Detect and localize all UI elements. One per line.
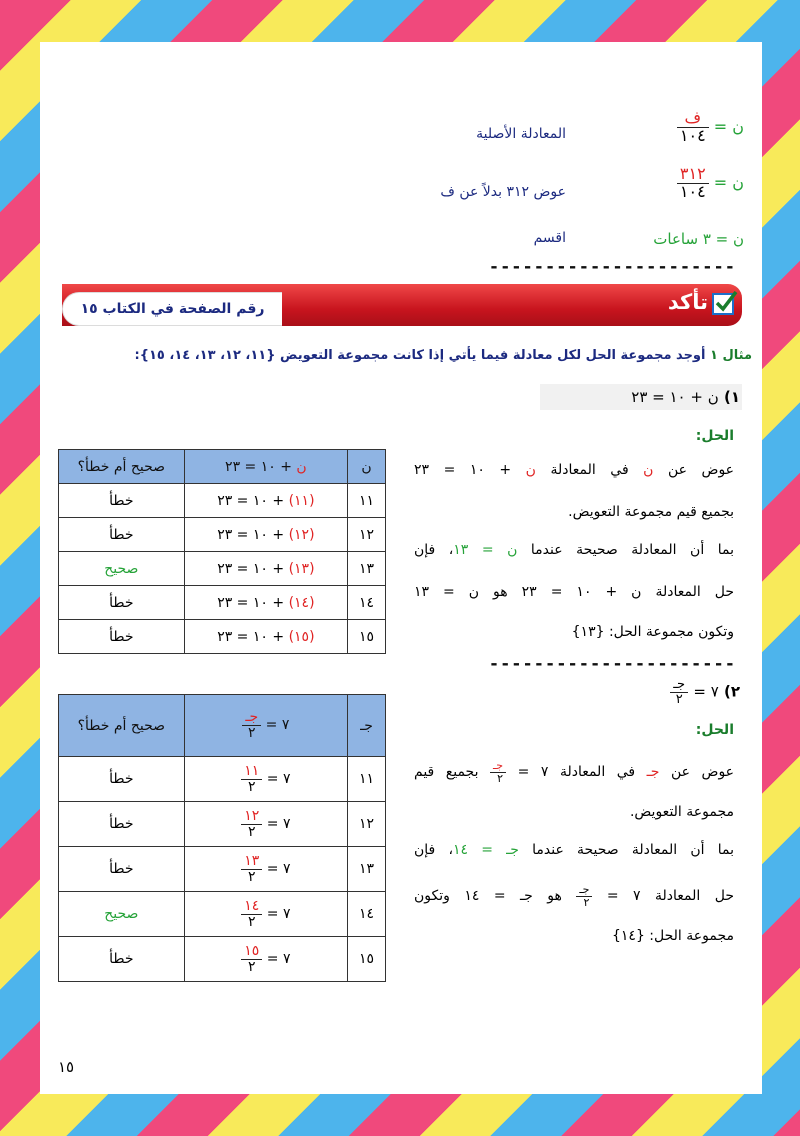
fraction-denominator: ٢ xyxy=(583,895,590,909)
fraction-numerator: ١٤ xyxy=(241,899,262,915)
value-cell: ١٣ xyxy=(348,552,386,586)
value-cell: ١٥ xyxy=(348,937,386,982)
table-row xyxy=(59,937,386,982)
fraction xyxy=(241,854,262,884)
result-cell: خطأ xyxy=(59,484,185,518)
column-header: صحيح أم خطأ؟ xyxy=(59,695,185,757)
fraction-numerator: ١٢ xyxy=(241,809,262,825)
solution-line xyxy=(414,542,734,558)
fraction-numerator: ٣١٢ xyxy=(677,166,709,184)
substituted-value: (١٤) xyxy=(288,594,315,611)
problem-number: ٢) xyxy=(723,682,740,701)
value-cell: ١٣ xyxy=(348,847,386,892)
fraction xyxy=(677,110,709,145)
variable: جـ xyxy=(646,764,660,781)
solution-label: الحل: xyxy=(695,722,734,738)
equation-lhs: ٧ = xyxy=(266,951,291,967)
equation-2 xyxy=(677,166,744,201)
value-cell: ١٢ xyxy=(348,802,386,847)
checkbox-icon xyxy=(712,293,734,315)
fraction-numerator: جـ xyxy=(490,760,506,773)
fraction-denominator: ٢ xyxy=(248,778,256,795)
fraction xyxy=(677,166,709,201)
fraction-numerator: ١١ xyxy=(241,764,262,780)
equation-lhs: ٧ = xyxy=(693,682,719,701)
result-cell: خطأ xyxy=(59,620,185,654)
table-row xyxy=(59,484,386,518)
equation-rest: + ١٠ = ٢٣ xyxy=(217,560,285,577)
fraction-denominator: ٢ xyxy=(248,958,256,975)
value-cell: ١٢ xyxy=(348,518,386,552)
solution-line xyxy=(414,760,734,784)
column-header: جـ xyxy=(348,695,386,757)
solution-line: مجموعة الحل: {١٤} xyxy=(611,928,734,944)
value-cell: ١٥ xyxy=(348,620,386,654)
table-header-row xyxy=(59,450,386,484)
equation-cell xyxy=(184,937,347,982)
text: بجميع قيم xyxy=(414,764,479,781)
equation-lhs: ٧ = xyxy=(266,861,291,877)
equation-cell xyxy=(184,586,347,620)
text: بما أن المعادلة صحيحة عندما xyxy=(530,542,734,558)
fraction-denominator: ١٠٤ xyxy=(679,181,706,201)
value-cell: ١١ xyxy=(348,757,386,802)
equation-lhs: ٧ = xyxy=(265,717,290,734)
table-row xyxy=(59,518,386,552)
substituted-value: (١٢) xyxy=(288,526,315,543)
equation-cell xyxy=(184,757,347,802)
variable: ن xyxy=(643,462,654,478)
text: ، فإن xyxy=(414,542,454,558)
highlight: ن = ١٣ xyxy=(453,542,518,558)
text: ، فإن xyxy=(414,842,453,858)
column-header xyxy=(184,695,347,757)
fraction-denominator: ٢ xyxy=(497,771,504,785)
page-reference: رقم الصفحة في الكتاب ١٥ xyxy=(62,292,282,326)
fraction xyxy=(670,678,688,706)
table-row xyxy=(59,757,386,802)
result-cell: خطأ xyxy=(59,802,185,847)
page-number: ١٥ xyxy=(58,1058,75,1076)
problem-2 xyxy=(670,678,740,706)
result-cell: خطأ xyxy=(59,937,185,982)
fraction xyxy=(241,764,262,794)
equation-rest: + ١٠ = ٢٣ xyxy=(217,594,285,611)
text: في المعادلة xyxy=(550,462,629,478)
fraction-denominator: ٢ xyxy=(675,691,683,707)
fraction-numerator: جـ xyxy=(242,710,261,726)
equation-lhs: ن = xyxy=(713,116,744,136)
equation-lhs: ٧ = xyxy=(266,771,291,787)
equation-rest: + ١٠ = ٢٣ xyxy=(217,628,285,645)
table-row xyxy=(59,552,386,586)
table-2 xyxy=(58,694,386,982)
substituted-value: (١٣) xyxy=(288,560,315,577)
equation-lhs: ن = xyxy=(713,172,744,192)
fraction-numerator: جـ xyxy=(670,678,688,693)
result-cell: خطأ xyxy=(59,586,185,620)
equation-lhs: ٧ = xyxy=(266,906,291,922)
fraction-numerator: ١٥ xyxy=(241,944,262,960)
table-row xyxy=(59,802,386,847)
fraction xyxy=(241,944,262,974)
text: في المعادلة ٧ = xyxy=(517,764,636,781)
fraction xyxy=(576,884,592,908)
variable: ن xyxy=(525,462,536,478)
result-cell: صحيح xyxy=(59,552,185,586)
page xyxy=(40,42,762,1094)
equation-note: اقسم xyxy=(533,230,566,246)
column-header: ن + ١٠ = ٢٣ xyxy=(184,450,347,484)
equation-3: ن = ٣ ساعات xyxy=(653,230,744,248)
example-label: مثال ١ xyxy=(710,348,752,363)
fraction-denominator: ٢ xyxy=(248,725,256,741)
example-text: أوجد مجموعة الحل لكل معادلة فيما يأتي إذا كانت مجموعة التعويض {١١، ١٢، ١٣، ١٤، ١٥}: xyxy=(134,348,706,363)
equation-cell xyxy=(184,552,347,586)
solution-line: حل المعادلة ن + ١٠ = ٢٣ هو ن = ١٣ xyxy=(414,584,734,600)
equation-cell xyxy=(184,620,347,654)
text: حل المعادلة ٧ = xyxy=(606,888,735,905)
solution-line xyxy=(414,884,734,908)
column-header: صحيح أم خطأ؟ xyxy=(59,450,185,484)
substituted-value: (١٥) xyxy=(288,628,315,645)
equation-rest: + ١٠ = ٢٣ xyxy=(217,492,285,509)
equation-1 xyxy=(677,110,744,145)
fraction-denominator: ٢ xyxy=(248,868,256,885)
section-banner xyxy=(62,284,742,328)
value-cell: ١١ xyxy=(348,484,386,518)
highlight: جـ = ١٤ xyxy=(452,842,519,858)
substituted-value: (١١) xyxy=(288,492,315,509)
result-cell: خطأ xyxy=(59,847,185,892)
equation-rest: + ١٠ = ٢٣ xyxy=(217,526,285,543)
solution-label: الحل: xyxy=(695,428,734,444)
fraction-numerator: جـ xyxy=(576,884,592,897)
equation-lhs: ٧ = xyxy=(266,816,291,832)
fraction-numerator: ف xyxy=(677,110,709,128)
column-header: ن xyxy=(348,450,386,484)
equation-cell xyxy=(184,484,347,518)
example-header xyxy=(52,348,752,363)
fraction xyxy=(242,710,261,740)
problem-equation: ن + ١٠ = ٢٣ xyxy=(631,388,719,406)
result-cell: صحيح xyxy=(59,892,185,937)
solution-line xyxy=(414,462,734,478)
fraction-denominator: ٢ xyxy=(248,913,256,930)
solution-line xyxy=(414,842,734,858)
text: عوض عن xyxy=(667,462,735,478)
equation-cell xyxy=(184,892,347,937)
equation-cell xyxy=(184,518,347,552)
solution-line: بجميع قيم مجموعة التعويض. xyxy=(568,504,734,520)
value-cell: ١٤ xyxy=(348,892,386,937)
equation-cell xyxy=(184,802,347,847)
text: بما أن المعادلة صحيحة عندما xyxy=(532,842,734,858)
result-cell: خطأ xyxy=(59,518,185,552)
equation-note: عوض ٣١٢ بدلاً عن ف xyxy=(440,184,566,200)
value-cell: ١٤ xyxy=(348,586,386,620)
separator: ---------------------- xyxy=(488,654,736,674)
table-row xyxy=(59,847,386,892)
text: عوض عن xyxy=(670,764,735,781)
problem-1 xyxy=(631,388,740,406)
table-row xyxy=(59,620,386,654)
fraction xyxy=(490,760,506,784)
separator: ---------------------- xyxy=(488,257,736,277)
fraction-denominator: ١٠٤ xyxy=(679,125,706,145)
table-row xyxy=(59,892,386,937)
solution-line: وتكون مجموعة الحل: {١٣} xyxy=(571,624,734,640)
fraction-denominator: ٢ xyxy=(248,823,256,840)
result-cell: خطأ xyxy=(59,757,185,802)
fraction xyxy=(241,899,262,929)
solution-line: مجموعة التعويض. xyxy=(629,804,734,820)
text: هو جـ = ١٤ وتكون xyxy=(414,888,562,905)
equation-note: المعادلة الأصلية xyxy=(476,126,566,142)
table-header-row xyxy=(59,695,386,757)
problem-number: ١) xyxy=(723,388,740,406)
table-row xyxy=(59,586,386,620)
banner-title: تأكد xyxy=(667,290,708,314)
fraction xyxy=(241,809,262,839)
fraction-numerator: ١٣ xyxy=(241,854,262,870)
equation-cell xyxy=(184,847,347,892)
text: + ١٠ = ٢٣ xyxy=(414,462,512,478)
table-1 xyxy=(58,449,386,654)
